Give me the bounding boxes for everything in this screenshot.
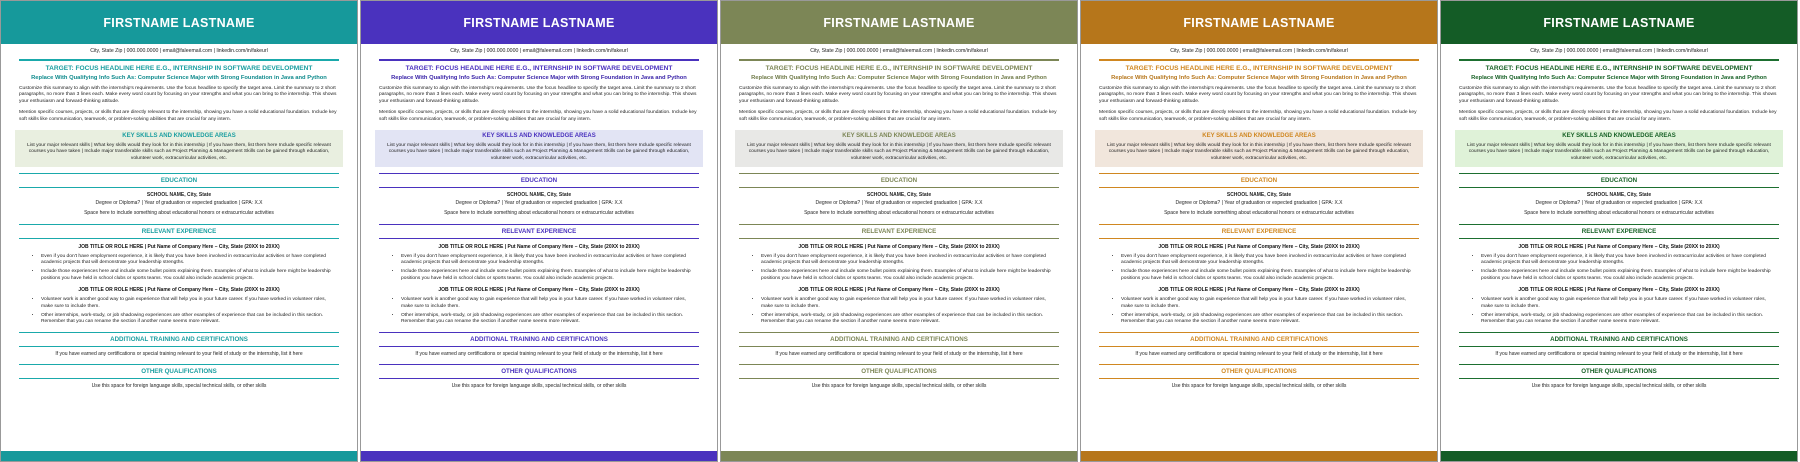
resume-thumbnail[interactable] (720, 0, 1078, 462)
skills-text: List your major relevant skills | What key skills would they look for in this internship | If you have them, list them here Include specific relevant courses you have taken | Include major transferable skills such as Project Planning & Management Skills can be gained through education, volunteer work, extracurricular activities, etc. (1107, 142, 1411, 161)
section-title: KEY SKILLS AND KNOWLEDGE AREAS (122, 132, 236, 139)
training-section (1081, 332, 1437, 359)
degree-line: Degree or Diploma? | Year of graduation or expected graduation | GPA: X.X (815, 199, 983, 206)
target-headline: TARGET: FOCUS HEADLINE HERE E.G., INTERNSHIP IN SOFTWARE DEVELOPMENT (1125, 64, 1393, 72)
divider (739, 332, 1059, 333)
divider (379, 173, 699, 174)
divider (1099, 332, 1419, 333)
section-title: ADDITIONAL TRAINING AND CERTIFICATIONS (1190, 335, 1328, 343)
divider (1099, 59, 1419, 61)
resume-thumbnail[interactable] (0, 0, 358, 462)
other-text: Use this space for foreign language skills, special technical skills, or other skills (1171, 383, 1347, 390)
section-title: RELEVANT EXPERIENCE (141, 227, 217, 235)
contact-line: City, State Zip | 000.000.0000 | email@faleemail.com | linkedin.com/in/fakeurl (90, 48, 268, 54)
list-item: • Other internships, work-study, or job shadowing experiences are other examples of experience that can be included in this section. Remember that you can rename the section if another name seems more relevant. (1481, 313, 1779, 326)
divider (739, 59, 1059, 61)
list-item: • Volunteer work is another good way to gain experience that will help you in your future career. If you have worked in volunteer roles, make sure to include them. (761, 297, 1059, 310)
divider (1459, 346, 1779, 347)
divider (1459, 378, 1779, 379)
skills-text: List your major relevant skills | What key skills would they look for in this internship | If you have them, list them here Include specific relevant courses you have taken | Include major transferable skills such as Project Planning & Management Skills can be gained through education, volunteer work, extracurricular activities, etc. (747, 142, 1051, 161)
skills-box (1455, 130, 1783, 168)
other-section (721, 364, 1077, 391)
other-section (1081, 364, 1437, 391)
footer-bar (1081, 451, 1437, 461)
divider (379, 332, 699, 333)
summary-paragraph: Mention specific courses, projects, or skills that are directly relevant to the internship, showing you have a solid educational foundation. Include key soft skills like communication, teamwork, or problem-solving abilities that are crucial for any intern. (739, 110, 1057, 122)
section-title: OTHER QUALIFICATIONS (1581, 368, 1657, 376)
section-title: OTHER QUALIFICATIONS (861, 368, 937, 376)
section-title: RELEVANT EXPERIENCE (861, 227, 937, 235)
experience-bullets (1099, 254, 1419, 282)
section-title: EDUCATION (1240, 177, 1278, 185)
job-title: JOB TITLE OR ROLE HERE | Put Name of Company Here – City, State (20XX to 20XX) (78, 243, 280, 250)
list-item: • Include those experiences here and include some bullet points explaining them. Examples of what to include here might be leadership positions you have held in school clubs or sports teams. You could also include academic projects. (401, 269, 699, 282)
contact-line: City, State Zip | 000.000.0000 | email@faleemail.com | linkedin.com/in/fakeurl (1170, 48, 1348, 54)
section-title: ADDITIONAL TRAINING AND CERTIFICATIONS (1550, 335, 1688, 343)
divider (19, 364, 339, 365)
list-item: • Even if you don't have employment experience, it is likely that you have been involved in extracurricular activities or have completed academic projects that will demonstrate your leadership strengths. (761, 254, 1059, 267)
job-title: JOB TITLE OR ROLE HERE | Put Name of Company Here – City, State (20XX to 20XX) (438, 287, 640, 294)
list-item: • Even if you don't have employment experience, it is likely that you have been involved in extracurricular activities or have completed academic projects that will demonstrate your leadership strengths. (1121, 254, 1419, 267)
list-item: • Even if you don't have employment experience, it is likely that you have been involved in extracurricular activities or have completed academic projects that will demonstrate your leadership strengths. (41, 254, 339, 267)
divider (739, 224, 1059, 225)
skills-box (15, 130, 343, 168)
section-title: RELEVANT EXPERIENCE (1581, 227, 1657, 235)
job-title: JOB TITLE OR ROLE HERE | Put Name of Company Here – City, State (20XX to 20XX) (1158, 243, 1360, 250)
divider (19, 187, 339, 188)
qualifying-subhead: Replace With Qualifying Info Such As: Computer Science Major with Strong Foundation in Java and Python (391, 74, 687, 81)
education-section (721, 173, 1077, 218)
training-text: If you have earned any certifications or special training relevant to your field of study or the internship, list it here (55, 350, 303, 357)
other-text: Use this space for foreign language skills, special technical skills, or other skills (1531, 383, 1707, 390)
qualifying-subhead: Replace With Qualifying Info Such As: Computer Science Major with Strong Foundation in Java and Python (1111, 74, 1407, 81)
qualifying-subhead: Replace With Qualifying Info Such As: Computer Science Major with Strong Foundation in Java and Python (1471, 74, 1767, 81)
summary-paragraph: Mention specific courses, projects, or skills that are directly relevant to the internship, showing you have a solid educational foundation. Include key soft skills like communication, teamwork, or problem-solving abilities that are crucial for any intern. (1459, 110, 1777, 122)
job-title: JOB TITLE OR ROLE HERE | Put Name of Company Here – City, State (20XX to 20XX) (78, 287, 280, 294)
footer-bar (1441, 451, 1797, 461)
training-section (361, 332, 717, 359)
school-name: SCHOOL NAME, City, State (1226, 192, 1292, 199)
resume-thumbnail[interactable] (360, 0, 718, 462)
experience-section (721, 224, 1077, 326)
list-item: • Include those experiences here and include some bullet points explaining them. Examples of what to include here might be leadership positions you have held in school clubs or sports teams. You could also include academic projects. (1121, 269, 1419, 282)
divider (19, 332, 339, 333)
other-text: Use this space for foreign language skills, special technical skills, or other skills (811, 383, 987, 390)
qualifying-subhead: Replace With Qualifying Info Such As: Computer Science Major with Strong Foundation in Java and Python (31, 74, 327, 81)
resume-thumbnail[interactable] (1440, 0, 1798, 462)
list-item: • Other internships, work-study, or job shadowing experiences are other examples of experience that can be included in this section. Remember that you can rename the section if another name seems more relevant. (1121, 313, 1419, 326)
target-headline: TARGET: FOCUS HEADLINE HERE E.G., INTERNSHIP IN SOFTWARE DEVELOPMENT (45, 64, 313, 72)
resume-name: FIRSTNAME LASTNAME (721, 1, 1077, 44)
divider (19, 59, 339, 61)
section-title: OTHER QUALIFICATIONS (141, 368, 217, 376)
divider (1099, 173, 1419, 174)
training-text: If you have earned any certifications or special training relevant to your field of study or the internship, list it here (775, 350, 1023, 357)
divider (1459, 59, 1779, 61)
divider (1099, 238, 1419, 239)
honors-line: Space here to include something about educational honors or extracurricular activities (84, 210, 274, 217)
resume-name: FIRSTNAME LASTNAME (361, 1, 717, 44)
school-name: SCHOOL NAME, City, State (506, 192, 572, 199)
divider (1459, 238, 1779, 239)
section-title: ADDITIONAL TRAINING AND CERTIFICATIONS (470, 335, 608, 343)
skills-text: List your major relevant skills | What key skills would they look for in this internship | If you have them, list them here Include specific relevant courses you have taken | Include major transferable skills such as Project Planning & Management Skills can be gained through education, volunteer work, extracurricular activities, etc. (387, 142, 691, 161)
skills-box (375, 130, 703, 168)
summary-paragraph: Customize this summary to align with the internship's requirements. Use the focus headline to specify the target area. Limit the summary to 2 short paragraphs, no more than 3 lines each. Make every word count by focusing on your strengths and what you can bring to the internship. This shows your enthusiasm and forward-thinking attitude. (19, 85, 337, 104)
list-item: • Include those experiences here and include some bullet points explaining them. Examples of what to include here might be leadership positions you have held in school clubs or sports teams. You could also include academic projects. (761, 269, 1059, 282)
school-name: SCHOOL NAME, City, State (1586, 192, 1652, 199)
job-title: JOB TITLE OR ROLE HERE | Put Name of Company Here – City, State (20XX to 20XX) (798, 243, 1000, 250)
list-item: • Even if you don't have employment experience, it is likely that you have been involved in extracurricular activities or have completed academic projects that will demonstrate your leadership strengths. (1481, 254, 1779, 267)
divider (739, 346, 1059, 347)
section-title: EDUCATION (520, 177, 558, 185)
contact-line: City, State Zip | 000.000.0000 | email@faleemail.com | linkedin.com/in/fakeurl (450, 48, 628, 54)
section-title: RELEVANT EXPERIENCE (501, 227, 577, 235)
education-section (1441, 173, 1797, 218)
experience-bullets (379, 297, 699, 325)
divider (379, 238, 699, 239)
job-title: JOB TITLE OR ROLE HERE | Put Name of Company Here – City, State (20XX to 20XX) (798, 287, 1000, 294)
education-section (1, 173, 357, 218)
training-text: If you have earned any certifications or special training relevant to your field of study or the internship, list it here (1135, 350, 1383, 357)
divider (379, 364, 699, 365)
experience-section (361, 224, 717, 326)
divider (1099, 346, 1419, 347)
skills-text: List your major relevant skills | What key skills would they look for in this internship | If you have them, list them here Include specific relevant courses you have taken | Include major transferable skills such as Project Planning & Management Skills can be gained through education, volunteer work, extracurricular activities, etc. (27, 142, 331, 161)
education-section (1081, 173, 1437, 218)
section-title: ADDITIONAL TRAINING AND CERTIFICATIONS (830, 335, 968, 343)
section-title: OTHER QUALIFICATIONS (501, 368, 577, 376)
divider (1099, 187, 1419, 188)
other-text: Use this space for foreign language skills, special technical skills, or other skills (451, 383, 627, 390)
degree-line: Degree or Diploma? | Year of graduation or expected graduation | GPA: X.X (95, 199, 263, 206)
section-title: RELEVANT EXPERIENCE (1221, 227, 1297, 235)
list-item: • Volunteer work is another good way to gain experience that will help you in your future career. If you have worked in volunteer roles, make sure to include them. (1121, 297, 1419, 310)
experience-bullets (19, 254, 339, 282)
resume-name: FIRSTNAME LASTNAME (1, 1, 357, 44)
divider (379, 59, 699, 61)
divider (19, 173, 339, 174)
divider (739, 238, 1059, 239)
summary-paragraph: Customize this summary to align with the internship's requirements. Use the focus headline to specify the target area. Limit the summary to 2 short paragraphs, no more than 3 lines each. Make every word count by focusing on your strengths and what you can bring to the internship. This shows your enthusiasm and forward-thinking attitude. (1459, 85, 1777, 104)
divider (739, 173, 1059, 174)
experience-bullets (1459, 297, 1779, 325)
experience-bullets (1099, 297, 1419, 325)
divider (739, 364, 1059, 365)
footer-bar (1, 451, 357, 461)
experience-bullets (1459, 254, 1779, 282)
degree-line: Degree or Diploma? | Year of graduation or expected graduation | GPA: X.X (1175, 199, 1343, 206)
footer-bar (721, 451, 1077, 461)
divider (1099, 224, 1419, 225)
other-text: Use this space for foreign language skills, special technical skills, or other skills (91, 383, 267, 390)
other-section (1441, 364, 1797, 391)
divider (1459, 187, 1779, 188)
honors-line: Space here to include something about educational honors or extracurricular activities (804, 210, 994, 217)
experience-bullets (379, 254, 699, 282)
training-text: If you have earned any certifications or special training relevant to your field of study or the internship, list it here (415, 350, 663, 357)
divider (379, 346, 699, 347)
school-name: SCHOOL NAME, City, State (146, 192, 212, 199)
experience-bullets (739, 254, 1059, 282)
skills-box (735, 130, 1063, 168)
resume-name: FIRSTNAME LASTNAME (1441, 1, 1797, 44)
honors-line: Space here to include something about educational honors or extracurricular activities (1164, 210, 1354, 217)
divider (739, 378, 1059, 379)
degree-line: Degree or Diploma? | Year of graduation or expected graduation | GPA: X.X (455, 199, 623, 206)
divider (379, 224, 699, 225)
list-item: • Include those experiences here and include some bullet points explaining them. Examples of what to include here might be leadership positions you have held in school clubs or sports teams. You could also include academic projects. (1481, 269, 1779, 282)
training-section (721, 332, 1077, 359)
job-title: JOB TITLE OR ROLE HERE | Put Name of Company Here – City, State (20XX to 20XX) (1518, 243, 1720, 250)
list-item: • Volunteer work is another good way to gain experience that will help you in your future career. If you have worked in volunteer roles, make sure to include them. (41, 297, 339, 310)
contact-line: City, State Zip | 000.000.0000 | email@faleemail.com | linkedin.com/in/fakeurl (1530, 48, 1708, 54)
summary-paragraph: Mention specific courses, projects, or skills that are directly relevant to the internship, showing you have a solid educational foundation. Include key soft skills like communication, teamwork, or problem-solving abilities that are crucial for any intern. (19, 110, 337, 122)
divider (1099, 378, 1419, 379)
divider (19, 346, 339, 347)
section-title: KEY SKILLS AND KNOWLEDGE AREAS (482, 132, 596, 139)
skills-box (1095, 130, 1423, 168)
qualifying-subhead: Replace With Qualifying Info Such As: Computer Science Major with Strong Foundation in Java and Python (751, 74, 1047, 81)
divider (1459, 224, 1779, 225)
divider (19, 378, 339, 379)
experience-section (1441, 224, 1797, 326)
list-item: • Other internships, work-study, or job shadowing experiences are other examples of experience that can be included in this section. Remember that you can rename the section if another name seems more relevant. (41, 313, 339, 326)
section-title: EDUCATION (880, 177, 918, 185)
summary-paragraph: Customize this summary to align with the internship's requirements. Use the focus headline to specify the target area. Limit the summary to 2 short paragraphs, no more than 3 lines each. Make every word count by focusing on your strengths and what you can bring to the internship. This shows your enthusiasm and forward-thinking attitude. (739, 85, 1057, 104)
list-item: • Include those experiences here and include some bullet points explaining them. Examples of what to include here might be leadership positions you have held in school clubs or sports teams. You could also include academic projects. (41, 269, 339, 282)
section-title: OTHER QUALIFICATIONS (1221, 368, 1297, 376)
summary-paragraph: Mention specific courses, projects, or skills that are directly relevant to the internship, showing you have a solid educational foundation. Include key soft skills like communication, teamwork, or problem-solving abilities that are crucial for any intern. (1099, 110, 1417, 122)
list-item: • Volunteer work is another good way to gain experience that will help you in your future career. If you have worked in volunteer roles, make sure to include them. (1481, 297, 1779, 310)
summary-paragraph: Mention specific courses, projects, or skills that are directly relevant to the internship, showing you have a solid educational foundation. Include key soft skills like communication, teamwork, or problem-solving abilities that are crucial for any intern. (379, 110, 697, 122)
honors-line: Space here to include something about educational honors or extracurricular activities (1524, 210, 1714, 217)
experience-section (1, 224, 357, 326)
list-item: • Volunteer work is another good way to gain experience that will help you in your future career. If you have worked in volunteer roles, make sure to include them. (401, 297, 699, 310)
other-section (361, 364, 717, 391)
section-title: EDUCATION (1600, 177, 1638, 185)
contact-line: City, State Zip | 000.000.0000 | email@faleemail.com | linkedin.com/in/fakeurl (810, 48, 988, 54)
training-text: If you have earned any certifications or special training relevant to your field of study or the internship, list it here (1495, 350, 1743, 357)
divider (1459, 173, 1779, 174)
resume-thumbnail[interactable] (1080, 0, 1438, 462)
list-item: • Other internships, work-study, or job shadowing experiences are other examples of experience that can be included in this section. Remember that you can rename the section if another name seems more relevant. (401, 313, 699, 326)
experience-bullets (19, 297, 339, 325)
summary-paragraph: Customize this summary to align with the internship's requirements. Use the focus headline to specify the target area. Limit the summary to 2 short paragraphs, no more than 3 lines each. Make every word count by focusing on your strengths and what you can bring to the internship. This shows your enthusiasm and forward-thinking attitude. (1099, 85, 1417, 104)
section-title: ADDITIONAL TRAINING AND CERTIFICATIONS (110, 335, 248, 343)
list-item: • Even if you don't have employment experience, it is likely that you have been involved in extracurricular activities or have completed academic projects that will demonstrate your leadership strengths. (401, 254, 699, 267)
divider (379, 187, 699, 188)
training-section (1, 332, 357, 359)
job-title: JOB TITLE OR ROLE HERE | Put Name of Company Here – City, State (20XX to 20XX) (1518, 287, 1720, 294)
job-title: JOB TITLE OR ROLE HERE | Put Name of Company Here – City, State (20XX to 20XX) (438, 243, 640, 250)
divider (1099, 364, 1419, 365)
degree-line: Degree or Diploma? | Year of graduation or expected graduation | GPA: X.X (1535, 199, 1703, 206)
divider (19, 224, 339, 225)
target-headline: TARGET: FOCUS HEADLINE HERE E.G., INTERNSHIP IN SOFTWARE DEVELOPMENT (1485, 64, 1753, 72)
section-title: KEY SKILLS AND KNOWLEDGE AREAS (842, 132, 956, 139)
training-section (1441, 332, 1797, 359)
divider (739, 187, 1059, 188)
divider (379, 378, 699, 379)
list-item: • Other internships, work-study, or job shadowing experiences are other examples of experience that can be included in this section. Remember that you can rename the section if another name seems more relevant. (761, 313, 1059, 326)
resume-name: FIRSTNAME LASTNAME (1081, 1, 1437, 44)
target-headline: TARGET: FOCUS HEADLINE HERE E.G., INTERNSHIP IN SOFTWARE DEVELOPMENT (765, 64, 1033, 72)
summary-paragraph: Customize this summary to align with the internship's requirements. Use the focus headline to specify the target area. Limit the summary to 2 short paragraphs, no more than 3 lines each. Make every word count by focusing on your strengths and what you can bring to the internship. This shows your enthusiasm and forward-thinking attitude. (379, 85, 697, 104)
experience-bullets (739, 297, 1059, 325)
skills-text: List your major relevant skills | What key skills would they look for in this internship | If you have them, list them here Include specific relevant courses you have taken | Include major transferable skills such as Project Planning & Management Skills can be gained through education, volunteer work, extracurricular activities, etc. (1467, 142, 1771, 161)
job-title: JOB TITLE OR ROLE HERE | Put Name of Company Here – City, State (20XX to 20XX) (1158, 287, 1360, 294)
experience-section (1081, 224, 1437, 326)
other-section (1, 364, 357, 391)
section-title: KEY SKILLS AND KNOWLEDGE AREAS (1562, 132, 1676, 139)
section-title: EDUCATION (160, 177, 198, 185)
divider (1459, 364, 1779, 365)
education-section (361, 173, 717, 218)
target-headline: TARGET: FOCUS HEADLINE HERE E.G., INTERNSHIP IN SOFTWARE DEVELOPMENT (405, 64, 673, 72)
honors-line: Space here to include something about educational honors or extracurricular activities (444, 210, 634, 217)
section-title: KEY SKILLS AND KNOWLEDGE AREAS (1202, 132, 1316, 139)
school-name: SCHOOL NAME, City, State (866, 192, 932, 199)
divider (1459, 332, 1779, 333)
divider (19, 238, 339, 239)
footer-bar (361, 451, 717, 461)
